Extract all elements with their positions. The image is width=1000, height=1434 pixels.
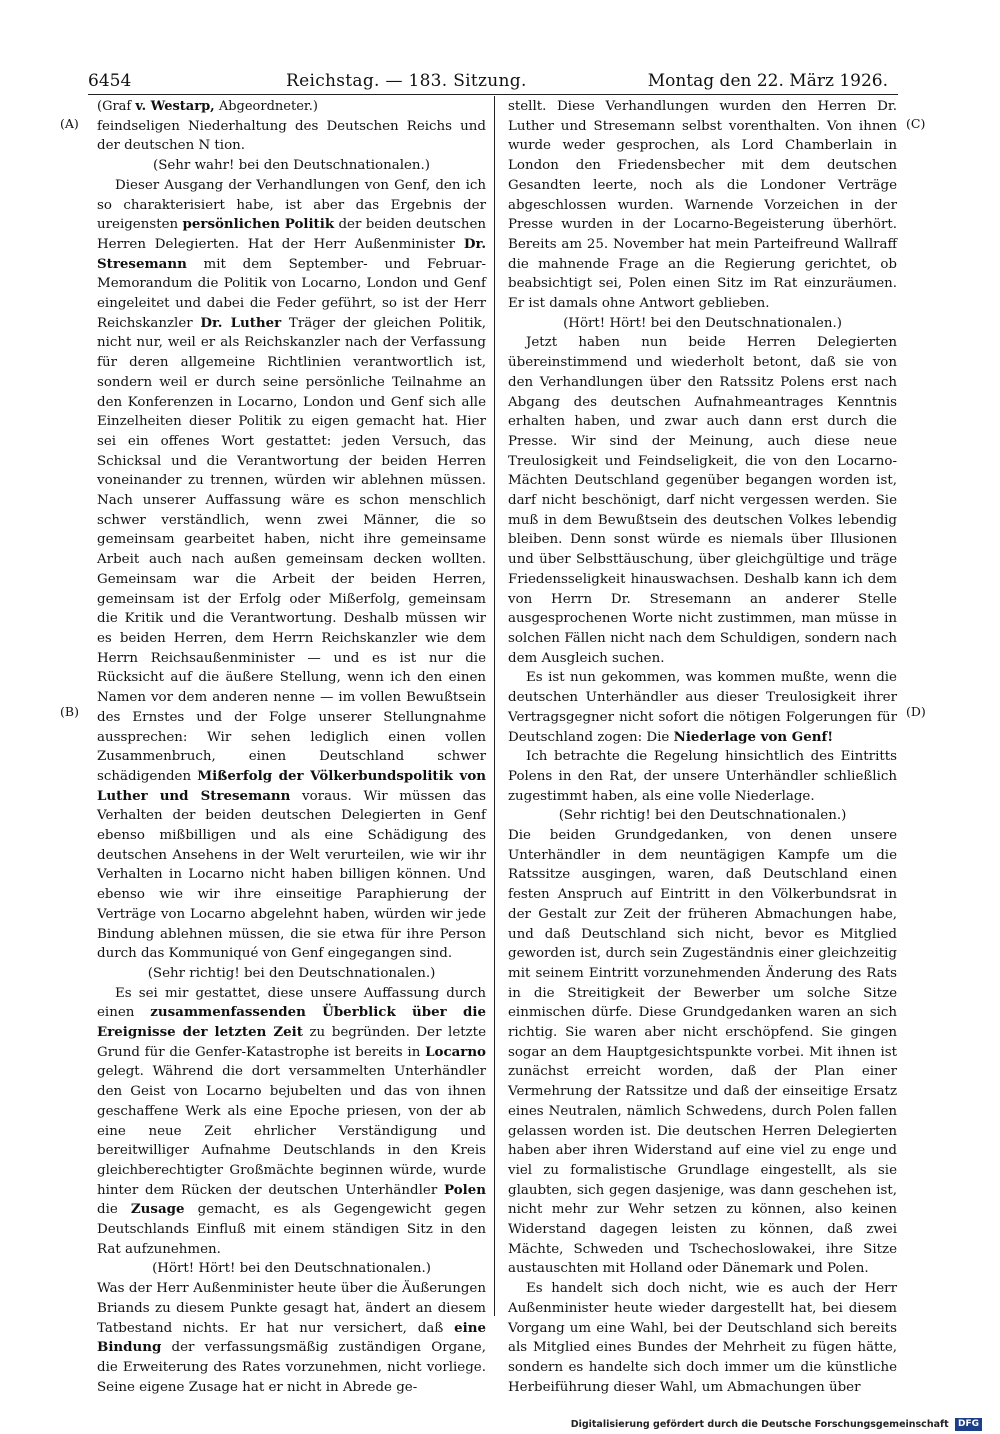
right-column [508, 97, 897, 1397]
reaction: (Sehr wahr! bei den Deutschnationalen.) [152, 158, 431, 174]
paragraph: Es sei mir gestattet, diese unsere Auffassung durch einen zusammenfassenden Überblick über die Ereignisse der letzten Zeit zu begründen. Der letzte Grund für die Genfer-Katastrophe ist bereits in Locarno gelegt. Während die dort versammelten Unterhändler den Geist von Locarno bejubelten und das von ihnen geschaffene Werk als eine Epoche priesen, von der ab eine neue Zeit ehrlicher Verständigung und bereitwilliger Aufnahme Deutschlands in den Kreis gleichberechtigter Großmächte beginnen würde, wurde hinter dem Rücken der deutschen Unterhändler Polen die Zusage gemacht, es als Gegengewicht gegen Deutschlands Einfluß mit einem ständigen Sitz in den Rat aufzunehmen. [97, 985, 487, 1257]
page-number: 6454 [88, 71, 132, 91]
paragraph: Ich betrachte die Regelung hinsichtlich des Eintritts Polens in den Rat, der unsere Unterhändler schließlich zugestimmt haben, als eine volle Niederlage. [508, 749, 897, 804]
page-header [88, 68, 898, 94]
paragraph: Es ist nun gekommen, was kommen mußte, wenn die deutschen Unterhändler aus dieser Treulosigkeit ihrer Vertragsgegner nicht sofort die nötigen Folgerungen für Deutschland zogen: Die Niederlage von Genf! [508, 670, 897, 745]
paragraph: feindseligen Niederhaltung des Deutschen Reichs und der deutschen N tion. [97, 118, 486, 154]
left-column [97, 97, 486, 1397]
speaker-name: v. Westarp, [135, 99, 215, 114]
paragraph: Jetzt haben nun beide Herren Delegierten übereinstimmend und wiederholt betont, daß sie von den Verhandlungen über den Ratssitz Polens erst nach Abgang des deutschen Aufnahmeantrages Kenntnis erhalten haben, und zwar auch dann erst durch die Presse. Wir sind der Meinung, auch diese neue Treulosigkeit und Feindseligkeit, die von den Locarno-Mächten Deutschland gegenüber begangen worden ist, darf nicht beschönigt, darf nicht vergessen werden. Sie muß in dem Bewußtsein des deutschen Volkes lebendig bleiben. Denn sonst würde es niemals über Illusionen und über Selbsttäuschung, über gleichgültige und träge Friedensseligkeit hinauswachsen. Deshalb kann ich dem von Herrn Dr. Stresemann an anderer Stelle ausgesprochenen Worte nicht zustimmen, man müsse in solchen Fällen nicht nach dem Schuldigen, sondern nach dem Ausgleich suchen. [508, 335, 897, 666]
paragraph: Was der Herr Außenminister heute über die Äußerungen Briands zu diesem Punkte gesagt hat, ändert an diesem Tatbestand nichts. Er hat nur versichert, daß eine Bindung der verfassungsmäßig zuständigen Organe, die Erweiterung des Rates vorzunehmen, nicht vorliege. Seine eigene Zusage hat er nicht in Abrede ge- [97, 1281, 486, 1395]
reaction: (Hört! Hört! bei den Deutschnationalen.) [152, 1261, 431, 1277]
margin-mark-c: (C) [906, 116, 926, 131]
digitization-credit [571, 1418, 982, 1432]
margin-mark-b: (B) [60, 704, 79, 719]
reaction: (Sehr richtig! bei den Deutschnationalen.) [147, 965, 436, 981]
dfg-logo: DFG [955, 1418, 982, 1431]
paragraph: Dieser Ausgang der Verhandlungen von Genf, den ich so charakterisiert habe, ist aber das Ergebnis der ureigensten persönlichen Politik der beiden deutschen Herren Delegierten. Hat der Herr Außenminister Dr. Stresemann mit dem September- und Februar-Memorandum die Politik von Locarno, London und Genf eingeleitet und dabei die Feder geführt, so ist der Herr Reichskanzler Dr. Luther Träger der gleichen Politik, nicht nur, weil er als Reichskanzler nach der Verfassung für deren allgemeine Richtlinien verantwortlich ist, sondern weil er durch seine persönliche Teilnahme an den Konferenzen in Locarno, London und Genf sich alle Einzelheiten dieser Politik zu eigen gemacht hat. Hier sei ein offenes Wort gestattet: jeden Versuch, das Schicksal und die Verantwortung der beiden Herren voneinander zu trennen, würden wir ablehnen müssen. Nach unserer Auffassung wäre es schon menschlich schwer verständlich, wenn zwei Männer, die so gemeinsam gearbeitet haben, nicht ihre gemeinsame Arbeit auch nach außen gemeinsam decken wollten. Gemeinsam war die Arbeit der beiden Herren, gemeinsam ist der Erfolg oder Mißerfolg, gemeinsam die Kritik und die Verantwortung. Deshalb müssen wir es beiden Herren, dem Herrn Reichskanzler wie dem Herrn Reichsaußenminister — und es ist nur die Rücksicht auf die äußere Stellung, wenn ich den einen Namen vor dem anderen nenne — im vollen Bewußtsein des Ernstes und der Folge unserer Stellungnahme aussprechen: Wir sehen lediglich einen vollen Zusammenbruch, einen Deutschland schwer schädigenden Mißerfolg der Völkerbundspolitik von Luther und Stresemann voraus. Wir müssen das Verhalten der beiden deutschen Delegierten in Genf ebenso mißbilligen und als eine Schädigung des deutschen Ansehens in der Welt verurteilen, wie wir ihr Verhalten in Locarno nicht haben billigen können. Und ebenso wie wir ihre einseitige Paraphierung der Verträge von Locarno abgelehnt haben, würden wir jede Bindung ablehnen müssen, die sie etwa für ihre Person durch das Kommuniqué von Genf eingegangen sind. [97, 177, 486, 962]
reaction: (Hört! Hört! bei den Deutschnationalen.) [563, 315, 842, 331]
paragraph: Die beiden Grundgedanken, von denen unsere Unterhändler in dem neuntägigen Kampfe um die Ratssitze ausgingen, waren, daß Deutschland einen festen Anspruch auf Eintritt in den Völkerbundsrat in der Gestalt zur Zeit der früheren Abmachungen habe, und daß Deutschland sich nicht, bevor es Mitglied geworden ist, durch sein Zugeständnis einer gleichzeitig mit seinem Eintritt vorzunehmenden Änderung des Rats in die Streitigkeit der Bewerber um solche Sitze einmischen dürfe. Diese Grundgedanken waren an sich richtig. Sie waren aber nicht erschöpfend. Sie gingen sogar an dem Hauptgesichtspunkte vorbei. Mit ihnen ist zunächst erreicht worden, daß der Plan einer Vermehrung der Ratssitze und daß der einseitige Ersatz eines Neutralen, nämlich Schwedens, durch Polen fallen gelassen worden ist. Die deutschen Herren Delegierten haben aber ihren Widerstand auf eine viel zu enge und viel zu formalistische Grundlage eingestellt, als sie glaubten, sich gegen dasjenige, was dann geschehen ist, nicht mehr zur Wehr setzen zu können, also keinen Widerstand dagegen leisten zu können, daß zwei Mächte, Schweden und Tschechoslowakei, ihre Sitze austauschten mit Holland oder Dänemark und Polen. [508, 828, 897, 1277]
paragraph: stellt. Diese Verhandlungen wurden den Herren Dr. Luther und Stresemann selbst vorenthalten. Von ihnen wurde weder gesprochen, als Lord Chamberlain in London den Friedensbecher mit dem deutschen Gesandten leerte, noch als die Londoner Verträge abgeschlossen wurden. Warnende Vorzeichen in der Presse wurden in der Locarno-Begeisterung überhört. Bereits am 25. November hat mein Parteifreund Wallraff die mahnende Frage an die Regierung gerichtet, ob beabsichtigt sei, Polen einen Sitz im Rat einzuräumen. Er ist damals ohne Antwort geblieben. [508, 99, 897, 312]
credit-text: Digitalisierung gefördert durch die Deutsche Forschungsgemeinschaft [570, 1419, 949, 1430]
paragraph: Es handelt sich doch nicht, wie es auch der Herr Außenminister heute wieder dargestellt hat, bei diesem Vorgang um eine Wahl, bei der Deutschland sich bereits als Mitglied eines Bundes der Mehrheit zu fügen hätte, sondern es handelte sich doch immer um die künstliche Herbeiführung dieser Wahl, um Abmachungen über [508, 1281, 897, 1395]
session-date: Montag den 22. März 1926. [647, 71, 888, 91]
margin-mark-a: (A) [60, 116, 79, 131]
column-divider [494, 96, 495, 1316]
reaction: (Sehr richtig! bei den Deutschnationalen.) [558, 808, 847, 824]
speaker-line: (Graf v. Westarp, Abgeordneter.) [97, 99, 318, 114]
header-rule [88, 94, 898, 95]
margin-mark-d: (D) [906, 704, 926, 719]
session-title: Reichstag. — 183. Sitzung. [286, 71, 527, 91]
